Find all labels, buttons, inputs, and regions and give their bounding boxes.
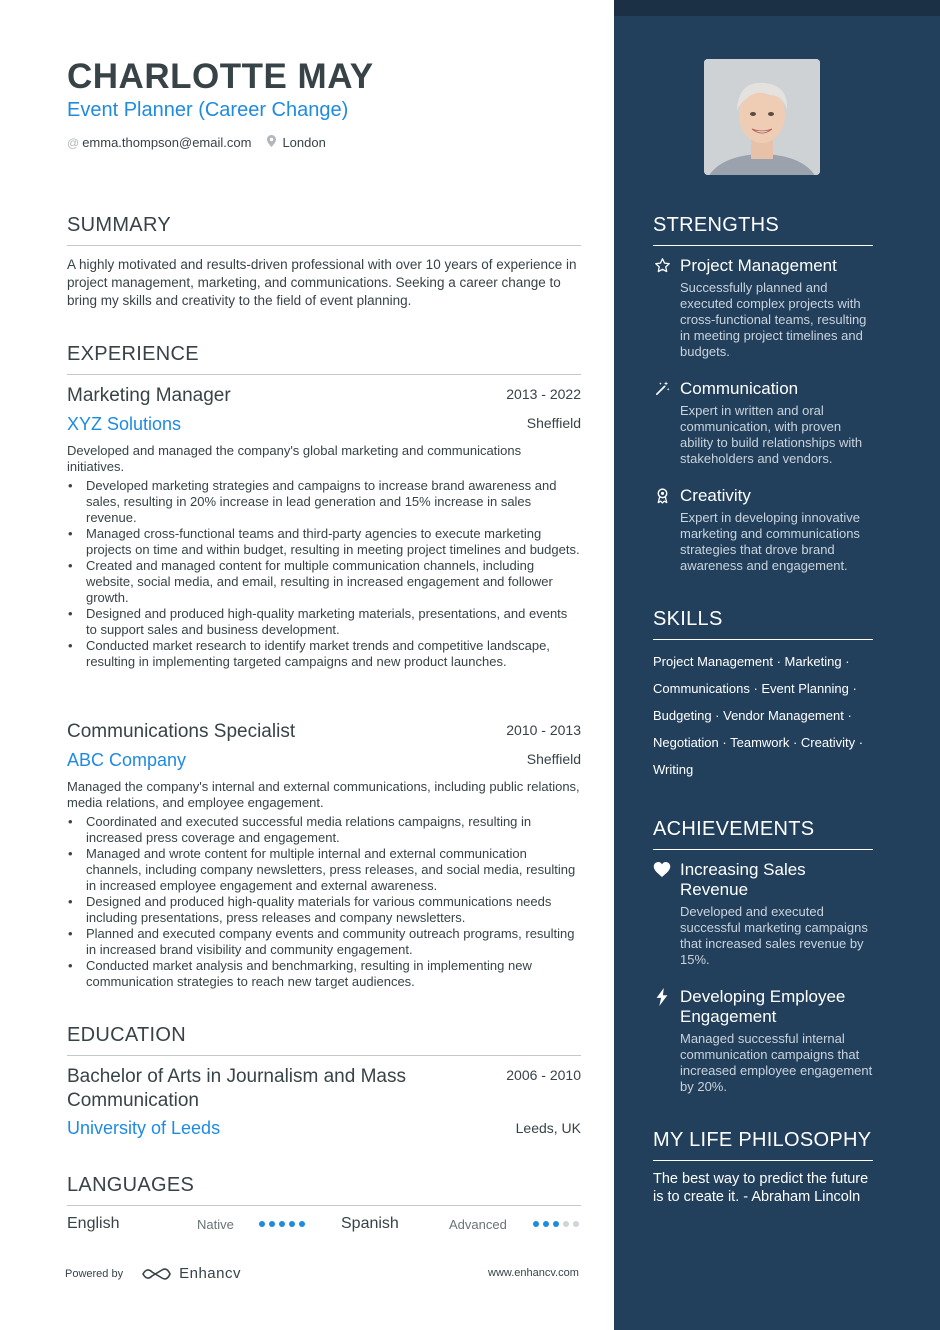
achievements-heading: ACHIEVEMENTS (653, 818, 873, 850)
location-text: London (282, 135, 326, 150)
skill-item: Event Planning (761, 681, 849, 696)
languages-heading: LANGUAGES (67, 1174, 581, 1206)
education-school[interactable]: University of Leeds (67, 1118, 221, 1138)
bullet-item: • Designed and produced high-quality materials for various communications needs including presentations, press releases and company newsletters. (67, 894, 581, 926)
skill-separator: · (843, 708, 852, 723)
enhancv-logo[interactable] (141, 1265, 241, 1282)
job-description: Developed and managed the company's global marketing and communications initiatives. (67, 443, 522, 474)
skill-item: Writing (653, 762, 694, 777)
rating-dot-empty (563, 1221, 569, 1227)
skill-item: Project Management (653, 654, 773, 669)
skill-separator: · (772, 654, 785, 669)
rating-dot-empty (573, 1221, 579, 1227)
job-dates: 2013 - 2022 (506, 386, 581, 402)
strength-desc: Expert in written and oral communication, with proven ability to build relationships with stakeholders and vendors. (680, 403, 863, 466)
rating-dot-filled (289, 1221, 295, 1227)
bullet-item: • Created and managed content for multiple communication channels, including website, social media, and email, resulting in increased engagement and follower growth. (67, 558, 581, 606)
rating-dot-filled (533, 1221, 539, 1227)
skill-separator: · (841, 654, 850, 669)
strength-desc: Expert in developing innovative marketing and communications strategies that drove brand awareness and engagement. (680, 510, 860, 573)
job-company[interactable]: ABC Company (67, 750, 187, 770)
sidebar-top-strip (614, 0, 940, 16)
bullet-item: • Developed marketing strategies and campaigns to increase brand awareness and sales, resulting in 20% increase in lead generation and 15% increase in sales revenue. (67, 478, 581, 526)
brand-text: Enhancv (179, 1265, 241, 1282)
rating-dot-filled (259, 1221, 265, 1227)
job-title: Communications Specialist (67, 721, 296, 742)
rating-dot-filled (299, 1221, 305, 1227)
skills-heading: SKILLS (653, 608, 873, 640)
skill-item: Communications (653, 681, 750, 696)
language-rating (259, 1221, 309, 1227)
job-bullets (67, 478, 581, 670)
lightning-icon (653, 988, 671, 1006)
skill-item: Marketing (784, 654, 842, 669)
job-location: Sheffield (526, 751, 581, 767)
education-location: Leeds, UK (515, 1120, 581, 1136)
skill-separator: · (789, 735, 801, 750)
bullet-item: • Conducted market research to identify market trends and competitive landscape, resulting in implementing targeted campaigns and new product launches. (67, 638, 581, 670)
language-level: Native (197, 1217, 234, 1232)
achievement-title: Increasing Sales Revenue (680, 860, 806, 899)
language-name: English (67, 1215, 120, 1232)
heart-icon (653, 861, 671, 879)
language-level: Advanced (449, 1217, 507, 1232)
achievement-desc: Managed successful internal communication campaigns that increased employee engagement by 20%. (680, 1031, 873, 1094)
philosophy-heading: MY LIFE PHILOSOPHY (653, 1129, 873, 1161)
strength-desc: Successfully planned and executed complex projects with cross-functional teams, resulting in meeting project timelines and budgets. (680, 280, 867, 359)
strength-title: Communication (680, 379, 799, 398)
bullet-item: • Planned and executed company events and community outreach programs, resulting in increased brand visibility and community engagement. (67, 926, 581, 958)
summary-heading: SUMMARY (67, 214, 581, 246)
pin-icon (267, 135, 276, 150)
profile-photo (704, 59, 820, 175)
skill-item: Vendor Management (723, 708, 844, 723)
rating-dot-filled (279, 1221, 285, 1227)
skill-separator: · (848, 681, 857, 696)
bullet-item: • Designed and produced high-quality marketing materials, presentations, and events to support sales and business development. (67, 606, 581, 638)
footer-url[interactable]: www.enhancv.com (488, 1267, 579, 1279)
at-icon: @ (67, 135, 80, 150)
bullet-item: • Coordinated and executed successful media relations campaigns, resulting in increased press coverage and engagement. (67, 814, 581, 846)
email-text: emma.thompson@email.com (82, 135, 252, 150)
job-title: Marketing Manager (67, 385, 231, 406)
candidate-name: CHARLOTTE MAY (67, 57, 374, 96)
skill-separator: · (711, 708, 724, 723)
job-location: Sheffield (526, 415, 581, 431)
contact-location (267, 135, 325, 150)
skill-separator: · (749, 681, 762, 696)
bullet-item: • Managed and wrote content for multiple internal and external communication channels, including company newsletters, press releases, and social media, resulting in increased employee engagement and external awareness. (67, 846, 581, 894)
footer-powered (65, 1265, 241, 1282)
rating-dot-filled (269, 1221, 275, 1227)
experience-heading: EXPERIENCE (67, 343, 581, 375)
achievement-desc: Developed and executed successful marketing campaigns that increased sales revenue by 15%. (680, 904, 868, 967)
language-rating (533, 1221, 583, 1227)
skill-separator: · (718, 735, 731, 750)
strengths-heading: STRENGTHS (653, 214, 873, 246)
job-company[interactable]: XYZ Solutions (67, 414, 182, 434)
job-dates: 2010 - 2013 (506, 722, 581, 738)
job-bullets (67, 814, 581, 990)
summary-text: A highly motivated and results-driven professional with over 10 years of experience in project management, marketing, and communications. Seeking a career change to bring my skills and creativity to the field of event planning. (67, 257, 577, 308)
strength-title: Creativity (680, 486, 751, 505)
star-icon (653, 257, 671, 275)
skill-separator: · (855, 735, 864, 750)
magic-wand-icon (653, 380, 671, 398)
philosophy-quote: The best way to predict the future is to create it. - Abraham Lincoln (653, 1171, 869, 1205)
contact-email[interactable] (67, 135, 251, 150)
education-degree: Bachelor of Arts in Journalism and Mass Communication (67, 1066, 406, 1111)
bullet-item: • Managed cross-functional teams and third-party agencies to execute marketing projects on time and within budget, resulting in meeting project timelines and budgets. (67, 526, 581, 558)
powered-by-text: Powered by (65, 1267, 124, 1280)
contact-info (67, 135, 342, 150)
bullet-item: • Conducted market analysis and benchmarking, resulting in implementing new communication strategies to reach new target audiences. (67, 958, 581, 990)
education-heading: EDUCATION (67, 1024, 581, 1056)
skill-item: Creativity (800, 735, 856, 750)
skill-item: Teamwork (730, 735, 790, 750)
award-ribbon-icon (653, 487, 671, 505)
skills-list (653, 648, 878, 783)
candidate-title: Event Planner (Career Change) (67, 99, 349, 121)
language-name: Spanish (341, 1215, 399, 1232)
rating-dot-filled (553, 1221, 559, 1227)
skill-item: Budgeting (653, 708, 712, 723)
rating-dot-filled (543, 1221, 549, 1227)
achievement-title: Developing Employee Engagement (680, 987, 846, 1026)
education-dates: 2006 - 2010 (506, 1067, 581, 1083)
strength-title: Project Management (680, 256, 837, 275)
job-description: Managed the company's internal and external communications, including public relations, media relations, and employee engagement. (67, 779, 580, 810)
skill-item: Negotiation (653, 735, 719, 750)
